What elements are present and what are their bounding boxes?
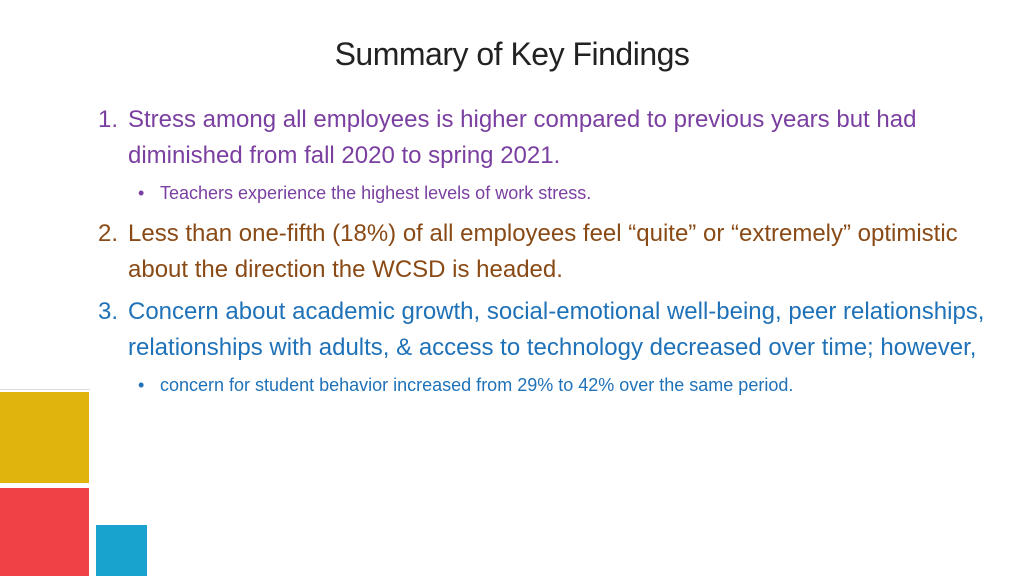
bullet-icon: • — [138, 375, 145, 395]
finding-3-text: Concern about academic growth, social-emotional well-being, peer relationships, relationships with adults, & access to technology decreased over time; however, — [128, 298, 985, 361]
deco-yellow-square — [0, 392, 89, 483]
finding-1 — [98, 102, 998, 174]
deco-red-square — [0, 488, 89, 576]
finding-3-sub-bullet — [98, 372, 998, 398]
findings-list — [98, 102, 998, 408]
finding-2-number: 2. — [98, 220, 119, 247]
finding-1-text: Stress among all employees is higher compared to previous years but had diminished from fall 2020 to spring 2021. — [128, 106, 917, 169]
slide-title: Summary of Key Findings — [334, 36, 690, 72]
finding-1-sub-bullet — [98, 180, 998, 206]
deco-divider-line — [0, 389, 90, 390]
finding-1-sub-text: Teachers experience the highest levels of work stress. — [160, 183, 592, 203]
finding-3 — [98, 294, 998, 366]
finding-2-text: Less than one-fifth (18%) of all employees feel “quite” or “extremely” optimistic about the direction the WCSD is headed. — [128, 220, 958, 283]
finding-1-number: 1. — [98, 106, 119, 133]
finding-3-number: 3. — [98, 298, 119, 325]
finding-3-sub-text: concern for student behavior increased from 29% to 42% over the same period. — [160, 375, 794, 395]
deco-blue-square — [96, 525, 147, 576]
finding-2 — [98, 216, 998, 288]
bullet-icon: • — [138, 183, 145, 203]
